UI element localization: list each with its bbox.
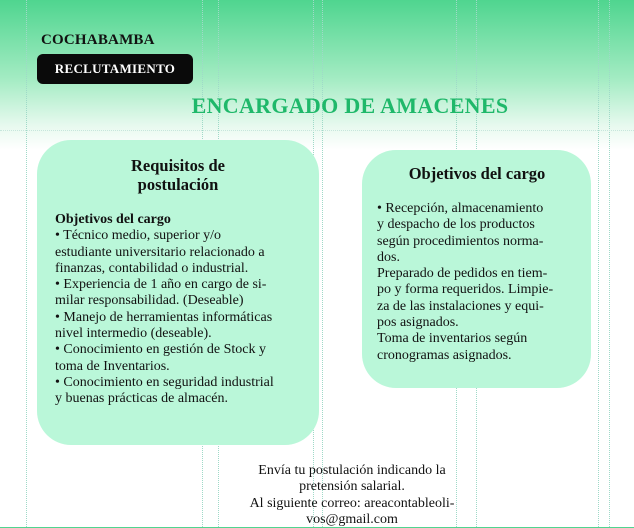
application-instructions: [218, 463, 486, 528]
requirements-card-title: [71, 156, 286, 194]
objectives-line: po y forma requeridos. Limpie-: [377, 282, 554, 298]
recruitment-badge: RECLUTAMIENTO: [37, 54, 193, 84]
requirements-line: • Conocimiento en gestión de Stock y: [55, 342, 266, 358]
objectives-line: • Recepción, almacenamiento: [377, 201, 544, 216]
requirements-line: • Experiencia de 1 año en cargo de si-: [55, 277, 267, 293]
requirements-title-line: postulación: [137, 175, 219, 194]
objectives-line: za de las instalaciones y equi-: [377, 298, 544, 314]
requirements-line: • Conocimiento en seguridad industrial: [55, 374, 274, 390]
objectives-line: dos.: [377, 249, 400, 265]
requirements-line: • Técnico medio, superior y/o: [55, 228, 221, 244]
objectives-line: según procedimientos norma-: [377, 233, 544, 249]
objectives-line: cronogramas asignados.: [377, 347, 512, 363]
requirements-list: [55, 212, 301, 408]
footer-line: Al siguiente correo: areacontableoli-: [249, 495, 455, 511]
footer-line: pretensión salarial.: [299, 479, 405, 495]
objectives-line: Toma de inventarios según: [377, 331, 528, 347]
requirements-line: y buenas prácticas de almacén.: [55, 391, 228, 407]
objectives-line: Preparado de pedidos en tiem-: [377, 266, 548, 282]
city-label: COCHABAMBA: [41, 32, 155, 48]
objectives-line: pos asignados.: [377, 315, 459, 331]
objectives-card-title: Objetivos del cargo: [408, 164, 546, 183]
guide-line: [26, 0, 27, 527]
objectives-list: [377, 201, 577, 364]
page-title: ENCARGADO DE AMACENES: [191, 93, 509, 118]
footer-line: vos@gmail.com: [306, 511, 398, 527]
guide-line: [0, 130, 634, 131]
requirements-line: nivel intermedio (deseable).: [55, 326, 212, 342]
requirements-card: [37, 140, 319, 445]
objectives-line: y despacho de los productos: [377, 217, 535, 233]
objectives-card: [362, 150, 591, 388]
requirements-line: estudiante universitario relacionado a: [55, 244, 265, 260]
requirements-line: • Manejo de herramientas informáticas: [55, 309, 273, 325]
requirements-line: finanzas, contabilidad o industrial.: [55, 260, 249, 276]
requirements-title-line: Requisitos de: [131, 156, 225, 175]
requirements-line: toma de Inventarios.: [55, 358, 170, 374]
requirements-line: milar responsabilidad. (Deseable): [55, 293, 244, 309]
requirements-subheading: Objetivos del cargo: [55, 212, 171, 227]
guide-line: [598, 0, 599, 527]
guide-line: [609, 0, 610, 527]
footer-line: Envía tu postulación indicando la: [258, 463, 446, 478]
guide-line: [322, 0, 323, 527]
